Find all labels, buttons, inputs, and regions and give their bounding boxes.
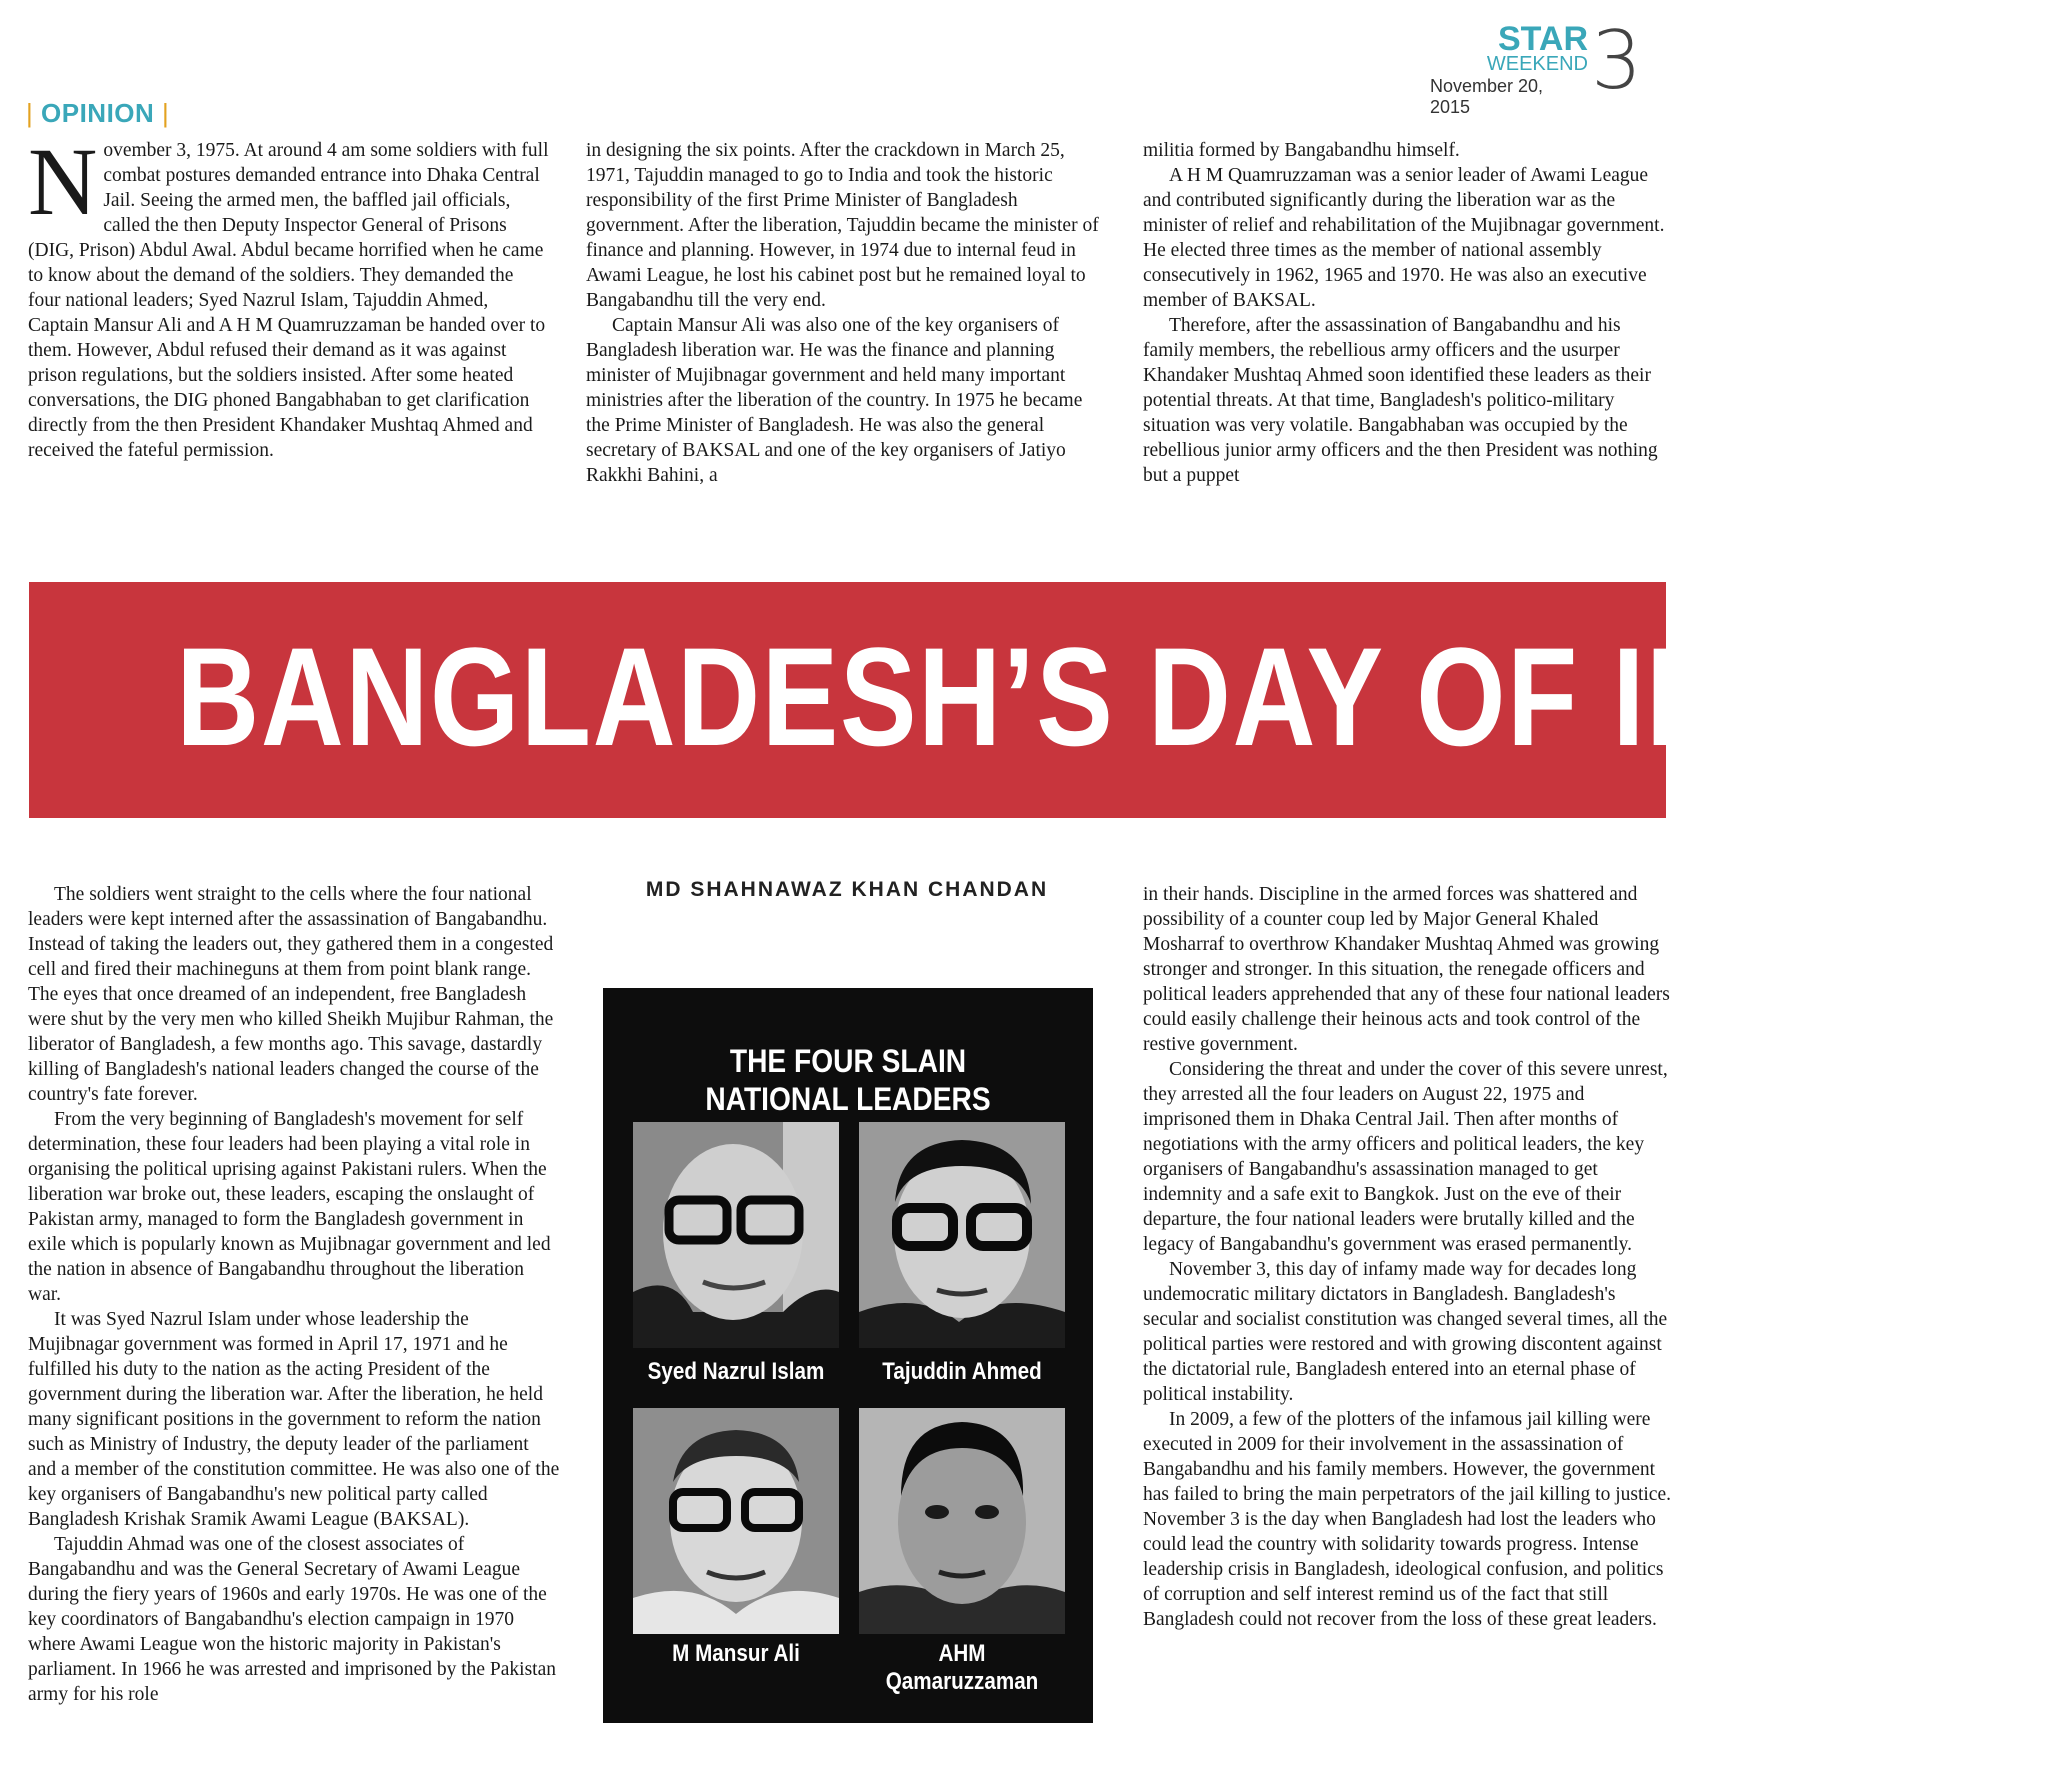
paragraph: In 2009, a few of the plotters of the infamous jail killing were executed in 2009 for their involvement in the assassination of Bangabandhu and his family members. However, the government has failed to bring the main perpetrators of the jail killing to justice. November 3 is the day when Bangladesh had lost the leaders who could lead the country with solidarity towards progress. Intense leadership crisis in Bangladesh, ideological confusion, and politics of corruption and self interest remind us of the fact that still Bangladesh could not recover from the loss of these great leaders. — [1143, 1409, 1671, 1630]
paragraph: in designing the six points. After the crackdown in March 25, 1971, Tajuddin managed to go to India and took the historic responsibility of the first Prime Minister of Bangladesh government. After the liberation, Tajuddin became the minister of finance and planning. However, in 1974 due to internal feud in Awami League, he lost his cabinet post but he remained loyal to Bangabandhu till the very end. — [586, 140, 1099, 311]
issue-date: November 20, 2015 — [1430, 76, 1544, 117]
portrait-ahm-qamaruzzaman — [859, 1408, 1065, 1634]
paragraph: militia formed by Bangabandhu himself. — [1143, 140, 1460, 161]
page-number: 3 — [1591, 14, 1642, 107]
paragraph: From the very beginning of Bangladesh's movement for self determination, these four leaders had been playing a vital role in organising the political uprising against Pakistani rulers. When the liberation war broke out, these leaders, escaping the onslaught of Pakistan army, managed to form the Bangladesh government in exile which is popularly known as Mujibnagar government and led the nation in absence of Bangabandhu throughout the liberation war. — [28, 1109, 551, 1305]
leaders-photo-panel — [603, 988, 1093, 1723]
portrait-syed-nazrul-islam — [633, 1122, 839, 1348]
masthead-sub: WEEKEND — [1486, 53, 1588, 75]
section-tag — [26, 98, 169, 129]
paragraph: Therefore, after the assassination of Bangabandhu and his family members, the rebellious army officers and the usurper Khandaker Mushtaq Ahmed soon identified these leaders as their potential threats. At that time, Bangladesh's politico-military situation was very volatile. Bangabhaban was occupied by the rebellious junior army officers and the then President was nothing but a puppet — [1143, 315, 1658, 486]
drop-cap: N — [28, 128, 98, 235]
byline: MD SHAHNAWAZ KHAN CHANDAN — [645, 878, 1049, 901]
paragraph: Considering the threat and under the cover of this severe unrest, they arrested all the four leaders on August 22, 1975 and imprisoned them in Dhaka Central Jail. Then after months of negotiations with the army officers and political leaders, the key organisers of Bangabandhu's assassination managed to get indemnity and a safe exit to Bangkok. Just on the eve of their departure, the four national leaders were brutally killed and the legacy of Bangabandhu's government was erased permanently. — [1143, 1059, 1668, 1255]
bottom-column-1 — [28, 882, 560, 1707]
section-label: OPINION — [41, 98, 155, 128]
top-column-1 — [28, 128, 550, 463]
caption-name: Tajuddin Ahmed — [882, 1358, 1042, 1385]
masthead — [1430, 14, 1670, 117]
masthead-brand: STAR — [1497, 20, 1588, 58]
paragraph: Captain Mansur Ali was also one of the key organisers of Bangladesh liberation war. He was the finance and planning minister of Mujibnagar government and held many important ministries after the liberation of the country. In 1975 he became the Prime Minister of Bangladesh. He was also the general secretary of BAKSAL and one of the key organisers of Jatiyo Rakkhi Bahini, a — [586, 315, 1083, 486]
photo-title — [632, 1042, 1063, 1118]
photo-title-line-2: NATIONAL LEADERS — [705, 1081, 991, 1117]
paragraph: in their hands. Discipline in the armed forces was shattered and possibility of a counter coup led by Major General Khaled Mosharraf to overthrow Khandaker Mushtaq Ahmed was growing stronger and stronger. In this situation, the renegade officers and political leaders apprehended that any of these four national leaders could easily challenge their heinous acts and took control of the restive government. — [1143, 884, 1670, 1055]
top-column-3 — [1143, 138, 1673, 488]
section-bar-left: | — [26, 98, 34, 128]
photo-title-line-1: THE FOUR SLAIN — [729, 1043, 967, 1079]
caption-name: M Mansur Ali — [672, 1640, 800, 1667]
paragraph: ovember 3, 1975. At around 4 am some soldiers with full combat postures demanded entrance into Dhaka Central Jail. Seeing the armed men, the baffled jail officials, called the then Deputy Inspector General of Prisons (DIG, Prison) Abdul Awal. Abdul became horrified when he came to know about the demand of the soldiers. They demanded the four national leaders; Syed Nazrul Islam, Tajuddin Ahmed, Captain Mansur Ali and A H M Quamruzzaman be handed over to them. However, Abdul refused their demand as it was against prison regulations, but the soldiers insisted. After some heated conversations, the DIG phoned Bangabhaban to get clarification directly from the then President Khandaker Mushtaq Ahmed and received the fateful permission. — [28, 140, 549, 461]
portrait-tajuddin-ahmed — [859, 1122, 1065, 1348]
top-column-2 — [586, 138, 1108, 488]
headline: BANGLADESH’S DAY OF INFAMY — [176, 618, 2056, 775]
paragraph: It was Syed Nazrul Islam under whose leadership the Mujibnagar government was formed in April 17, 1971 and he fulfilled his duty to the nation as the acting President of the government during the liberation war. After the liberation, he held many significant positions in the government to reform the nation such as Ministry of Industry, the deputy leader of the parliament and a member of the constitution committee. He was also one of the key organisers of Bangabandhu's new political party called Bangladesh Krishak Sramik Awami League (BAKSAL). — [28, 1309, 560, 1530]
paragraph: Tajuddin Ahmad was one of the closest associates of Bangabandhu and was the General Secretary of Awami League during the fiery years of 1960s and early 1970s. He was one of the key coordinators of Bangabandhu's election campaign in 1970 where Awami League won the historic majority in Pakistan's parliament. In 1966 he was arrested and imprisoned by the Pakistan army for his role — [28, 1534, 556, 1705]
bottom-column-3 — [1143, 882, 1673, 1632]
paragraph: The soldiers went straight to the cells where the four national leaders were kept interned after the assassination of Bangabandhu. Instead of taking the leaders out, they gathered them in a congested cell and fired their machineguns at them from point blank range. The eyes that once dreamed of an independent, free Bangladesh were shut by the very men who killed Sheikh Mujibur Rahman, the liberator of Bangladesh, a few months ago. This savage, dastardly killing of Bangladesh's national leaders changed the course of the country's fate forever. — [28, 884, 554, 1105]
caption-name: Syed Nazrul Islam — [647, 1358, 825, 1385]
portrait-m-mansur-ali — [633, 1408, 839, 1634]
section-bar-right: | — [162, 98, 170, 128]
headline-banner — [29, 582, 2056, 818]
paragraph: A H M Quamruzzaman was a senior leader of Awami League and contributed significantly during the liberation war as the minister of relief and rehabilitation of the Mujibnagar government. He elected three times as the member of national assembly consecutively in 1962, 1965 and 1970. He was also an executive member of BAKSAL. — [1143, 165, 1665, 311]
caption-name: AHM Qamaruzzaman — [885, 1640, 1039, 1695]
paragraph: November 3, this day of infamy made way for decades long undemocratic military dictators in Bangladesh. Bangladesh's secular and socialist constitution was changed several times, all the political parties were restored and with growing discontent against the dictatorial rule, Bangladesh entered into an eternal phase of political instability. — [1143, 1259, 1668, 1405]
